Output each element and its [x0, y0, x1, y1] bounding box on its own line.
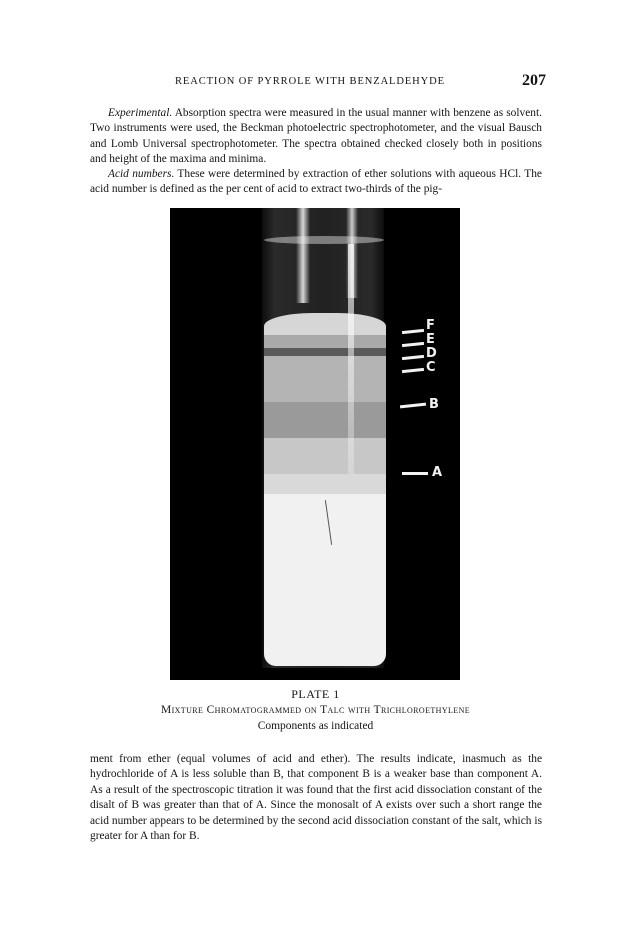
figure-caption-note: Components as indicated: [257, 720, 374, 732]
marker-label-a: A: [432, 465, 443, 480]
page-number: 207: [522, 72, 546, 89]
band-layer: [264, 313, 386, 335]
band-layer: [264, 402, 386, 438]
band-layer: [264, 348, 386, 356]
figure-caption-subtitle: Mixture Chromatogrammed on Talc with Trichloroethylene: [160, 704, 471, 716]
marker-line-e: [402, 342, 424, 347]
band-layer: [264, 438, 386, 474]
marker-label-c: C: [426, 360, 436, 375]
glass-highlight: [296, 208, 310, 303]
paragraph-lead: Acid numbers.: [108, 168, 175, 180]
marker-line-d: [402, 355, 424, 360]
chromatogram-photo: [170, 208, 460, 680]
paragraph-text: Absorption spectra were measured in the usual manner with benzene as solvent. Two instruments were used, the Beckman photoelectric spectrophotometer, and the visual Bausch and Lomb Universal spectrophotometer. The spectra obtained checked closely both in positions and height of the maxima and minima.: [90, 107, 542, 166]
marker-line-b: [400, 403, 426, 409]
paragraph-lead: Experimental.: [108, 107, 173, 119]
paragraph-continued: ment from ether (equal volumes of acid and ether). The results indicate, inasmuch as the hydrochloride of A is less soluble than B, that component B is a weaker base than component A. As a result of the spectroscopic titration it was found that the first acid dissociation constant of the disalt of B was greater than that of A. Since the monosalt of A exists over such a short range the acid number appears to be determined by the second acid dissociation constant of the salt, which is greater for A than for B.: [90, 753, 542, 843]
band-layer: [264, 494, 386, 666]
band-layer: [264, 474, 386, 494]
paragraph-experimental: [90, 106, 542, 168]
tube-rim: [264, 236, 384, 244]
paragraph-acid-numbers: [90, 167, 542, 198]
paragraph-text: These were determined by extraction of ether solutions with aqueous HCl. The acid number is defined as the per cent of acid to extract two-thirds of the pig-: [90, 168, 542, 196]
marker-label-b: B: [429, 397, 439, 412]
running-title: REACTION OF PYRROLE WITH BENZALDEHYDE: [175, 76, 445, 87]
marker-label-d: D: [426, 346, 437, 361]
band-layer: [264, 335, 386, 348]
marker-label-f: F: [426, 318, 435, 333]
band-layer: [264, 356, 386, 402]
marker-line-a: [402, 472, 428, 475]
marker-line-f: [402, 329, 424, 334]
running-header: [0, 72, 631, 92]
marker-line-c: [402, 368, 424, 373]
figure-caption-title: PLATE 1: [291, 687, 340, 701]
glass-streak: [348, 244, 354, 474]
marker-label-e: E: [426, 332, 435, 347]
